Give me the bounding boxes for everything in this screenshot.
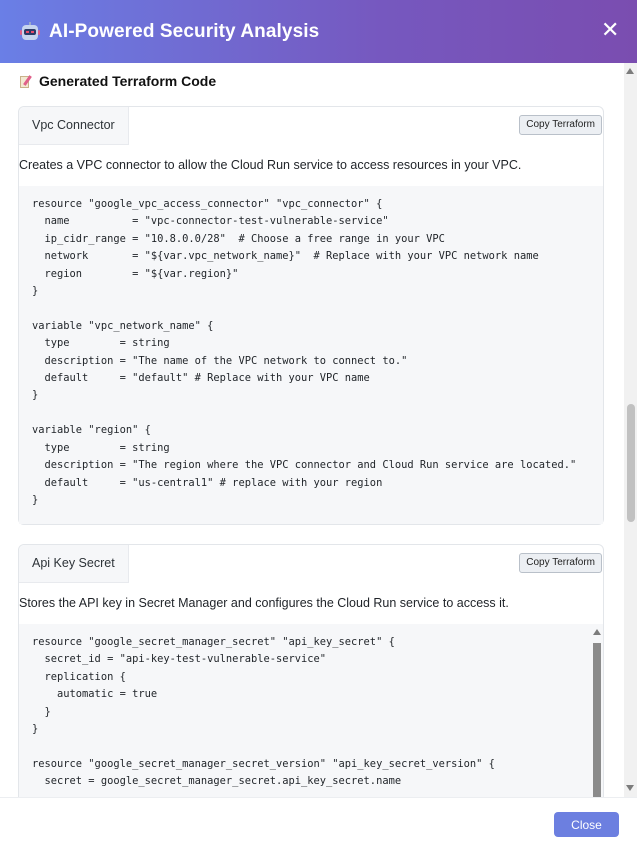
tab-api-key-secret[interactable]: Api Key Secret	[19, 545, 129, 583]
scroll-up-arrow-icon[interactable]	[593, 629, 601, 635]
copy-terraform-button[interactable]: Copy Terraform	[519, 115, 602, 135]
modal-footer	[0, 797, 637, 846]
modal-body[interactable]	[0, 63, 637, 797]
terraform-card-vpc-connector	[18, 106, 604, 525]
card-description: Stores the API key in Secret Manager and configures the Cloud Run service to access it.	[19, 596, 509, 610]
code-scrollbar[interactable]	[591, 629, 601, 797]
robot-icon	[20, 22, 40, 42]
modal-scrollbar[interactable]	[624, 63, 637, 797]
code-block[interactable]: resource "google_secret_manager_secret" "api_key_secret" { secret_id = "api-key-test-vulnerable-service" replication { automatic = true } } resource "google_secret_manager_secret_version" "api_key_secret_version" { secret = google_secret_manager_secret.api_key_secret.name	[19, 624, 603, 797]
code-block[interactable]: resource "google_vpc_access_connector" "vpc_connector" { name = "vpc-connector-test-vulnerable-service" ip_cidr_range = "10.8.0.0/28" # Choose a free range in your VPC network = "${var.vpc_network_name}" # Replace with your VPC network name region = "${var.region}" } variable "vpc_network_name" { type = string description = "The name of the VPC network to connect to." default = "default" # Replace with your VPC name } variable "region" { type = string description = "The region where the VPC connector and Cloud Run service are located." default = "us-central1" # replace with your region }	[19, 186, 603, 524]
modal-title: AI-Powered Security Analysis	[49, 20, 320, 42]
tab-vpc-connector[interactable]: Vpc Connector	[19, 107, 129, 145]
terraform-card-api-key-secret	[18, 544, 604, 797]
code-scrollbar-thumb[interactable]	[593, 643, 601, 797]
section-heading	[20, 73, 216, 89]
card-description: Creates a VPC connector to allow the Cloud Run service to access resources in your VPC.	[19, 158, 522, 172]
copy-terraform-button[interactable]: Copy Terraform	[519, 553, 602, 573]
scroll-up-arrow-icon[interactable]	[626, 68, 634, 74]
modal-scrollbar-thumb[interactable]	[627, 404, 635, 522]
close-button[interactable]: Close	[554, 812, 619, 837]
section-title: Generated Terraform Code	[39, 73, 217, 89]
modal-header	[0, 0, 637, 63]
close-icon[interactable]: ✕	[601, 17, 620, 42]
memo-icon	[20, 75, 32, 88]
scroll-down-arrow-icon[interactable]	[626, 785, 634, 791]
